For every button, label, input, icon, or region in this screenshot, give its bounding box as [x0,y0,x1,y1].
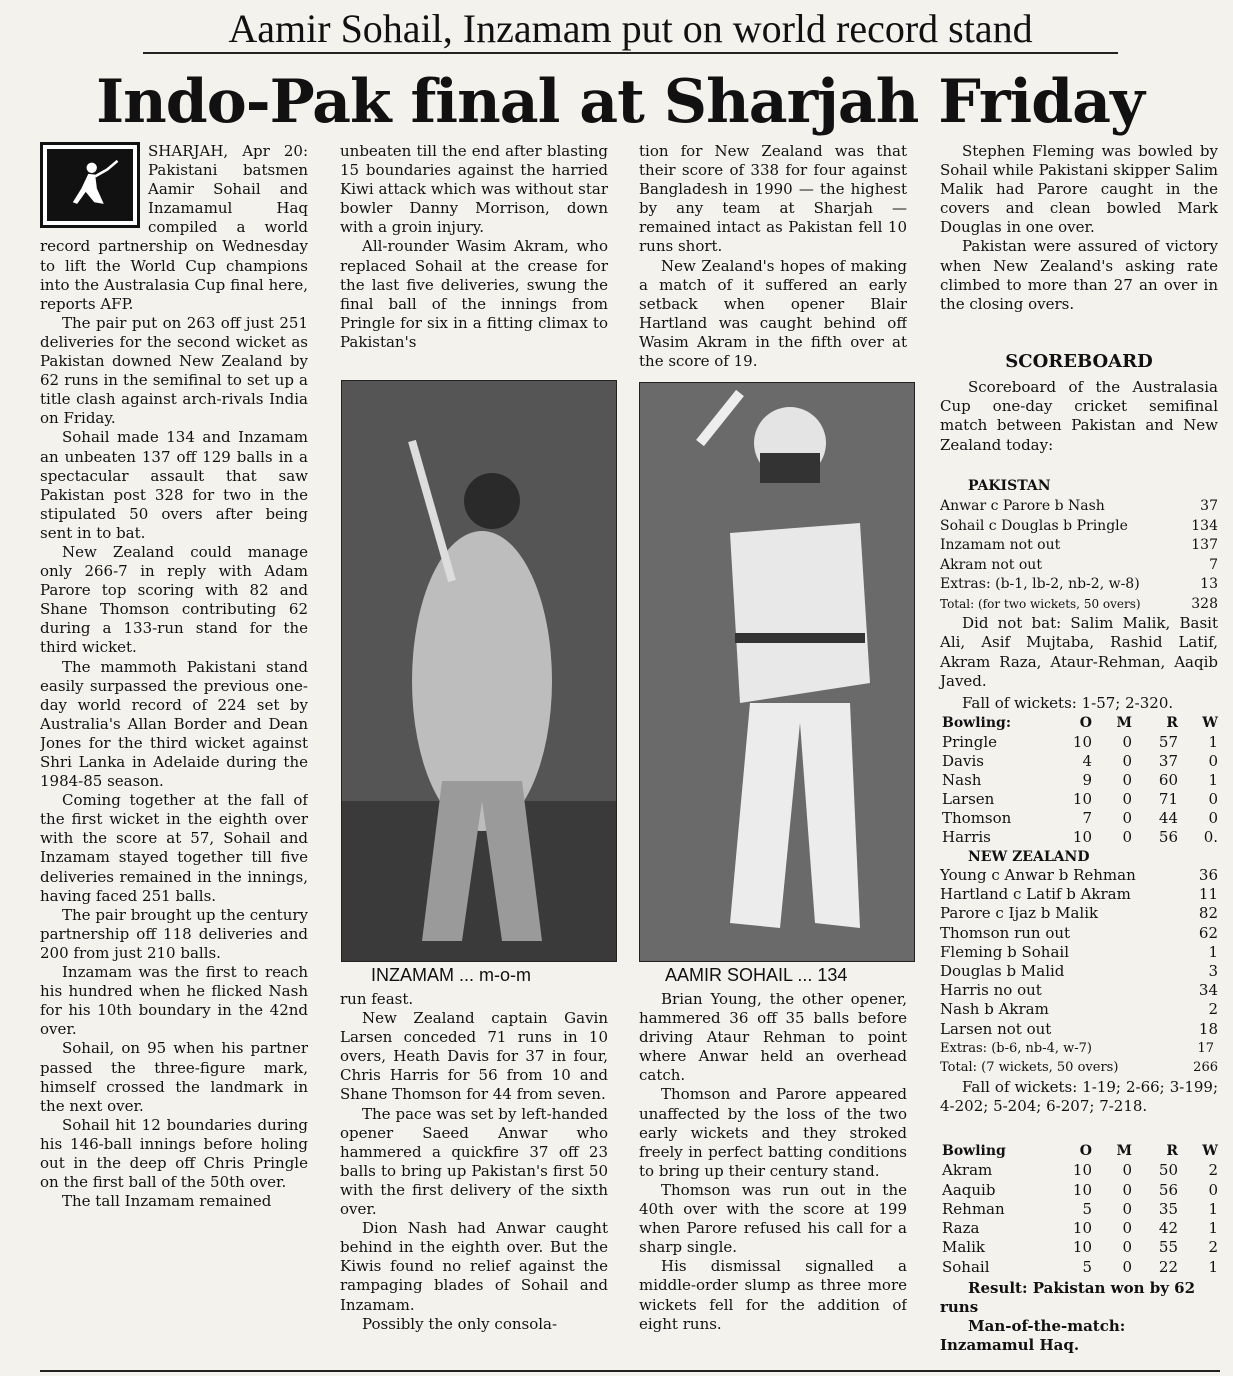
story-paragraph: The pair brought up the century partnership off 118 deliveries and 200 from just 210 balls. [40,905,308,962]
header-cell: W [1202,715,1218,731]
cricket-logo [40,142,140,228]
maidens: 0 [1122,1199,1132,1218]
bowler-name: Akram [942,1161,993,1180]
bowler-name: Rehman [942,1199,1005,1218]
overs: 10 [1072,828,1092,846]
header-cell: Bowling [942,1143,1006,1159]
story-paragraph: All-rounder Wasim Akram, who replaced Sohail at the crease for the last five deliveries, swung the final ball of the innings from Pringle for six in a fitting climax to Pakistan's [340,237,608,351]
pakistan-fall-of-wickets [940,694,1218,713]
bowler-name: Davis [942,752,984,770]
bowler-name: Larsen [942,790,995,808]
total-row [940,595,1218,615]
bowling-row [942,790,1218,809]
batsman-name: Parore c Ijaz b Malik [940,904,1099,923]
story-paragraph: Inzamam was the first to reach his hundred when he flicked Nash for his 10th boundary in the 42nd over. [40,963,308,1039]
story-paragraph: Brian Young, the other opener, hammered 36 off 35 balls before driving Ataur Rehman to point where Anwar held an overhead catch. [639,990,907,1085]
scoreboard-intro [940,378,1218,455]
batsman-name: Inzamam not out [940,537,1061,553]
team-label-new-zealand: NEW ZEALAND [968,849,1090,865]
story-paragraph: Sohail hit 12 boundaries during his 146-ball innings before holing out in the deep off Chris Pringle on the first ball of the 50th over. [40,1115,308,1192]
story-paragraph: The pace was set by left-handed opener Saeed Anwar who hammered a quickfire 37 off 23 balls to bring up Pakistan's first 50 with the first delivery of the sixth over. [340,1104,608,1219]
batsman-runs: 36 [1198,866,1218,884]
batting-row [940,517,1218,537]
scoreboard-title: SCOREBOARD [1005,351,1153,372]
story-paragraph: His dismissal signalled a middle-order slump as three more wickets fell for the addition of eight runs. [639,1257,907,1333]
batsman-runs: 62 [1198,923,1218,942]
overs: 10 [1072,1180,1092,1199]
story-paragraph: Sohail, on 95 when his partner passed the three-figure mark, himself crossed the landmark in the next over. [40,1039,308,1115]
runs: 57 [1158,733,1178,751]
batting-row [940,885,1218,904]
batsman-name: Douglas b Malid [940,962,1065,981]
story-column-1 [40,142,308,1368]
header-cell: O [1079,1143,1092,1159]
story-paragraph: New Zealand could manage only 266-7 in reply with Adam Parore top scoring with 82 and Shane Thomson contributing 62 during a 133-run stand for the third wicket. [40,542,308,657]
story-paragraph: Stephen Fleming was bowled by Sohail while Pakistani skipper Salim Malik had Parore caught in the covers and clean bowled Mark Douglas in one over. [940,142,1218,237]
batsman-name: Thomson run out [940,923,1071,942]
batting-row [940,904,1218,923]
batsman-runs: 37 [1200,498,1218,514]
wickets: 1 [1208,1257,1218,1276]
story-paragraph: Pakistan were assured of victory when New Zealand's asking rate climbed to more than 27 an over in the closing overs. [940,237,1218,313]
overs: 10 [1072,1238,1092,1257]
maidens: 0 [1122,1161,1132,1180]
batsman-runs: 34 [1198,981,1218,1000]
bowler-name: Aaquib [942,1180,996,1199]
runs: 60 [1158,771,1178,789]
batsman-runs: 82 [1198,904,1218,923]
nz-batting [940,866,1218,1077]
batsman-runs: 3 [1208,962,1218,981]
did-not-bat-text: Did not bat: Salim Malik, Basit Ali, Asif Mujtaba, Rashid Latif, Akram Raza, Ataur-Rehman, Aaqib Javed. [940,614,1218,690]
batting-row [940,536,1218,556]
photo-caption: INZAMAM ... m-o-m [371,965,531,985]
runs: 42 [1158,1219,1178,1238]
extras-label: Extras: (b-6, nb-4, w-7) [940,1040,1093,1056]
maidens: 0 [1122,790,1132,808]
bowling-row [942,1181,1218,1200]
runs: 44 [1158,809,1178,827]
story-paragraph: The pair put on 263 off just 251 deliveries for the second wicket as Pakistan downed New Zealand by 62 runs in the semifinal to set up a title clash against arch-rivals India on Friday. [40,313,308,428]
batting-row [940,943,1218,962]
bowling-row [942,828,1218,847]
runs: 35 [1158,1199,1178,1218]
extras-row [940,575,1218,595]
bowler-name: Malik [942,1238,985,1257]
story-column-4 [940,142,1218,352]
bowling-row [942,1161,1218,1180]
bowling-row [942,752,1218,771]
runs: 55 [1158,1238,1178,1257]
overs: 10 [1072,733,1092,751]
fow-text: Fall of wickets: 1-19; 2-66; 3-199; 4-202; 5-204; 6-207; 7-218. [940,1078,1218,1116]
bowler-name: Harris [942,828,991,846]
total-runs: 328 [1191,595,1218,612]
maidens: 0 [1122,809,1132,827]
story-paragraph: Thomson was run out in the 40th over with the score at 199 when Parore refused his call for a sharp single. [639,1180,907,1257]
batsman-runs: 2 [1208,1000,1218,1019]
batting-row [940,1000,1218,1019]
batsman-runs: 18 [1198,1019,1218,1038]
header-cell: M [1116,1143,1132,1159]
story-column-3-bottom [639,990,907,1366]
bowling-row [942,1219,1218,1238]
bowling-header [942,1142,1218,1161]
runs: 37 [1158,752,1178,770]
bowling-row [942,809,1218,828]
batting-row [940,962,1218,981]
main-headline: Indo-Pak final at Sharjah Friday [96,67,1144,137]
extras-runs: 17 [1197,1040,1214,1056]
bowling-header [942,714,1218,733]
batsman-runs: 7 [1209,556,1218,573]
story-paragraph: New Zealand's hopes of making a match of it suffered an early setback when opener Blair Hartland was caught behind off Wasim Akram in the fifth over at the score of 19. [639,256,907,371]
story-paragraph: New Zealand captain Gavin Larsen conceded 71 runs in 10 overs, Heath Davis for 37 in four, Chris Harris for 56 from 10 and Shane Thomson for 44 from seven. [340,1009,608,1104]
batting-row [940,981,1218,1000]
batsman-runs: 1 [1208,942,1218,961]
overs: 5 [1082,1199,1092,1218]
header-cell: M [1116,715,1132,731]
maidens: 0 [1122,828,1132,846]
story-paragraph: Possibly the only consola- [362,1314,558,1333]
bowler-name: Nash [942,771,982,789]
bowling-row [942,1258,1218,1277]
header-cell: O [1079,715,1092,731]
batting-row [940,866,1218,885]
story-paragraph: The mammoth Pakistani stand easily surpassed the previous one-day world record of 224 set by Australia's Allan Border and Dean Jones for the third wicket against Shri Lanka in Adelaide during the 1984-85 season. [40,657,308,791]
scoreboard-intro-text: Scoreboard of the Australasia Cup one-day cricket semifinal match between Pakistan and New Zealand today: [940,378,1218,454]
extras-row [940,1039,1218,1058]
batting-row [940,924,1218,943]
batsman-name: Nash b Akram [940,1000,1049,1019]
bowler-name: Sohail [942,1257,990,1276]
result-text: Result: Pakistan won by 62 runs [940,1279,1195,1316]
total-label: Total: (for two wickets, 50 overs) [940,596,1141,611]
maidens: 0 [1122,1257,1132,1276]
inzamam-photo [341,380,617,962]
batting-row [940,1020,1218,1039]
overs: 10 [1072,790,1092,808]
story-column-3-top [639,142,907,378]
batsman-runs: 134 [1191,517,1218,534]
maidens: 0 [1122,733,1132,751]
bowling-row [942,733,1218,752]
wickets: 2 [1208,1161,1218,1180]
kicker-headline: Aamir Sohail, Inzamam put on world record stand [143,6,1118,54]
bottom-divider [40,1370,1220,1372]
wickets: 0 [1208,790,1218,808]
maidens: 0 [1122,1180,1132,1199]
total-row [940,1058,1218,1077]
header-cell: W [1202,1143,1218,1159]
story-paragraph: Dion Nash had Anwar caught behind in the eighth over. But the Kiwis found no relief against the rampaging blades of Sohail and Inzamam. [340,1219,608,1314]
story-column-2-bottom [340,990,608,1366]
batsman-name: Larsen not out [940,1019,1052,1038]
story-paragraph: unbeaten till the end after blasting 15 boundaries against the harried Kiwi attack which was without star bowler Danny Morrison, down with a groin injury. [340,142,608,237]
maidens: 0 [1122,752,1132,770]
bowling-row [942,1200,1218,1219]
wickets: 0. [1203,828,1218,846]
batsman-name: Sohail c Douglas b Pringle [940,517,1128,534]
maidens: 0 [1122,771,1132,789]
batsman-name: Harris no out [940,981,1042,1000]
overs: 9 [1082,771,1092,789]
header-cell: Bowling: [942,715,1011,731]
bowler-name: Thomson [942,809,1012,827]
batsman-icon [47,149,133,221]
total-label: Total: (7 wickets, 50 overs) [940,1060,1119,1076]
extras-label: Extras: (b-1, lb-2, nb-2, w-8) [940,576,1140,592]
runs: 50 [1158,1161,1178,1180]
batsman-photo-icon [342,381,616,961]
pakistan-batting [940,497,1218,614]
match-result [940,1279,1218,1317]
batting-row [940,497,1218,517]
story-paragraph: run feast. [340,990,414,1008]
total-runs: 266 [1193,1060,1218,1076]
wickets: 1 [1208,1199,1218,1218]
aamir-sohail-photo [639,382,915,962]
extras-runs: 13 [1200,576,1218,592]
overs: 10 [1072,1219,1092,1238]
story-paragraph: Coming together at the fall of the first wicket in the eighth over with the score at 57, Sohail and Inzamam stayed together till five deliveries remained in the innings, having faced 251 balls. [40,791,308,905]
runs: 56 [1158,828,1178,846]
batsman-name: Hartland c Latif b Akram [940,885,1131,904]
header-cell: R [1166,715,1178,731]
runs: 22 [1158,1257,1178,1276]
photo-caption: AAMIR SOHAIL ... 134 [665,965,848,985]
batsman-runs: 11 [1198,885,1218,904]
overs: 10 [1072,1161,1092,1180]
story-paragraph: Sohail made 134 and Inzamam an unbeaten 137 off 129 balls in a spectacular assault that saw Pakistan post 328 for two in the stipulated 50 overs after being sent in to bat. [40,428,308,542]
header-cell: R [1166,1143,1178,1159]
overs: 7 [1082,809,1092,827]
overs: 4 [1082,752,1092,770]
wickets: 0 [1208,1180,1218,1199]
overs: 5 [1082,1257,1092,1276]
wickets: 0 [1208,752,1218,770]
team-label-pakistan: PAKISTAN [968,478,1051,494]
runs: 56 [1158,1180,1178,1199]
runs: 71 [1158,790,1178,808]
fow-text: Fall of wickets: 1-57; 2-320. [962,694,1174,712]
wickets: 1 [1208,1219,1218,1238]
story-paragraph: The tall Inzamam remained [62,1192,272,1211]
batsman-runs: 137 [1191,537,1218,553]
story-paragraph: SHARJAH, Apr 20: Pakistani batsmen Aamir Sohail and Inzamamul Haq compiled a world record partnership on Wednesday to lift the World Cup champions into the Australasia Cup final here, reports AFP. [40,142,308,313]
batting-row [940,556,1218,576]
story-column-2-top [340,142,608,378]
maidens: 0 [1122,1219,1132,1238]
pak-bowling-table [942,1142,1218,1277]
bowling-row [942,1238,1218,1257]
batsman-photo-icon [640,383,914,961]
maidens: 0 [1122,1238,1132,1257]
wickets: 0 [1208,809,1218,827]
nz-fall-of-wickets [940,1078,1218,1117]
bowler-name: Pringle [942,733,997,751]
man-of-the-match [940,1317,1218,1355]
wickets: 2 [1208,1238,1218,1257]
wickets: 1 [1208,771,1218,789]
mom-text: Man-of-the-match: Inzamamul Haq. [940,1317,1126,1354]
bowler-name: Raza [942,1219,980,1238]
story-paragraph: Thomson and Parore appeared unaffected by the loss of the two early wickets and they stroked freely in perfect batting conditions to bring up their century stand. [639,1085,907,1180]
did-not-bat [940,614,1218,691]
bowling-row [942,771,1218,790]
story-paragraph: tion for New Zealand was that their score of 338 for four against Bangladesh in 1990 — the highest by any team at Sharjah — remained intact as Pakistan fell 10 runs short. [639,142,907,256]
batsman-name: Akram not out [940,556,1042,573]
nz-bowling-table [942,714,1218,847]
wickets: 1 [1208,733,1218,751]
batsman-name: Young c Anwar b Rehman [940,866,1136,884]
batsman-name: Fleming b Sohail [940,942,1070,961]
batsman-name: Anwar c Parore b Nash [940,498,1105,514]
